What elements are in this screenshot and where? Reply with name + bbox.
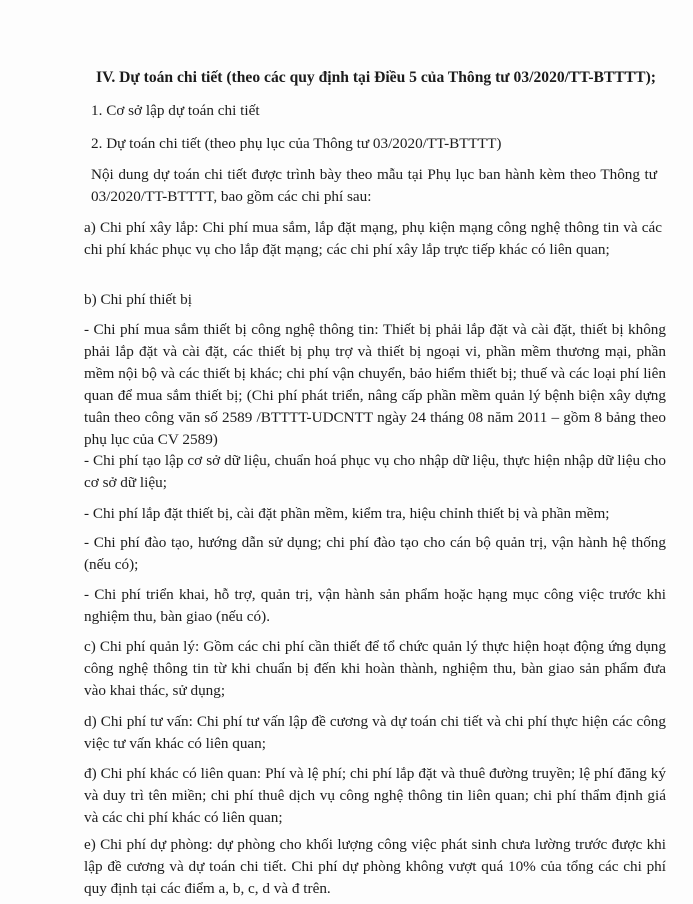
cost-b-item-5: - Chi phí triển khai, hỗ trợ, quản trị, vận hành sản phẩm hoặc hạng mục công việc trước khi nghiệm thu, bàn giao (nếu có). xyxy=(84,586,666,625)
cost-b-item-1: - Chi phí mua sắm thiết bị công nghệ thông tin: Thiết bị phải lắp đặt và cài đặt, thiết bị không phải lắp đặt và cài đặt, các thiết bị phụ trợ và thiết bị ngoại vi, phần mềm thương mại, phần mềm nội bộ và các thiết bị khác; chi phí vận chuyển, bảo hiểm thiết bị; thuế và các loại phí liên quan để mua sắm thiết bị; (Chi phí phát triển, nâng cấp phần mềm quản lý bệnh biện xây dựng tuân theo công văn số 2589 /BTTTT-UDCNTT ngày 24 tháng 08 năm 2011 – gồm 8 bảng theo phụ lục của CV 2589) xyxy=(84,321,666,448)
intro-paragraph: Nội dung dự toán chi tiết được trình bày theo mẫu tại Phụ lục ban hành kèm theo Thông tư 03/2020/TT-BTTTT, bao gồm các chi phí sau: xyxy=(91,166,657,205)
cost-b-title: b) Chi phí thiết bị xyxy=(84,291,192,308)
cost-d-paragraph: d) Chi phí tư vấn: Chi phí tư vấn lập đề cương và dự toán chi tiết và chi phí thực hiện các công việc tư vấn khác có liên quan; xyxy=(84,713,666,752)
cost-b-item-4: - Chi phí đào tạo, hướng dẫn sử dụng; chi phí đào tạo cho cán bộ quản trị, vận hành hệ thống (nếu có); xyxy=(84,534,666,573)
cost-b-item-3: - Chi phí lắp đặt thiết bị, cài đặt phần mềm, kiểm tra, hiệu chỉnh thiết bị và phần mềm; xyxy=(84,505,610,522)
cost-a-paragraph: a) Chi phí xây lắp: Chi phí mua sắm, lắp đặt mạng, phụ kiện mạng công nghệ thông tin và các chi phí khác phục vụ cho lắp đặt mạng; các chi phí xây lắp trực tiếp khác có liên quan; xyxy=(84,219,662,258)
cost-e-paragraph: e) Chi phí dự phòng: dự phòng cho khối lượng công việc phát sinh chưa lường trước được khi lập đề cương và dự toán chi tiết. Chi phí dự phòng không vượt quá 10% của tổng các chi phí quy định tại các điểm a, b, c, d và đ trên. xyxy=(84,836,666,897)
section-heading: IV. Dự toán chi tiết (theo các quy định tại Điều 5 của Thông tư 03/2020/TT-BTTTT); xyxy=(96,69,656,86)
cost-c-paragraph: c) Chi phí quản lý: Gồm các chi phí cần thiết để tổ chức quản lý thực hiện hoạt động ứng dụng công nghệ thông tin từ khi chuẩn bị đến khi hoàn thành, nghiệm thu, bàn giao sản phẩm đưa vào khai thác, sử dụng; xyxy=(84,638,666,699)
cost-dd-paragraph: đ) Chi phí khác có liên quan: Phí và lệ phí; chi phí lắp đặt và thuê đường truyền; lệ phí đăng ký và duy trì tên miền; chi phí thuê dịch vụ công nghệ thông tin liên quan; chi phí thẩm định giá và các chi phí khác có liên quan; xyxy=(84,765,666,826)
item-2: 2. Dự toán chi tiết (theo phụ lục của Thông tư 03/2020/TT-BTTTT) xyxy=(91,135,502,152)
item-1: 1. Cơ sở lập dự toán chi tiết xyxy=(91,102,260,119)
cost-b-item-2: - Chi phí tạo lập cơ sở dữ liệu, chuẩn hoá phục vụ cho nhập dữ liệu, thực hiện nhập dữ liệu cho cơ sở dữ liệu; xyxy=(84,452,666,491)
